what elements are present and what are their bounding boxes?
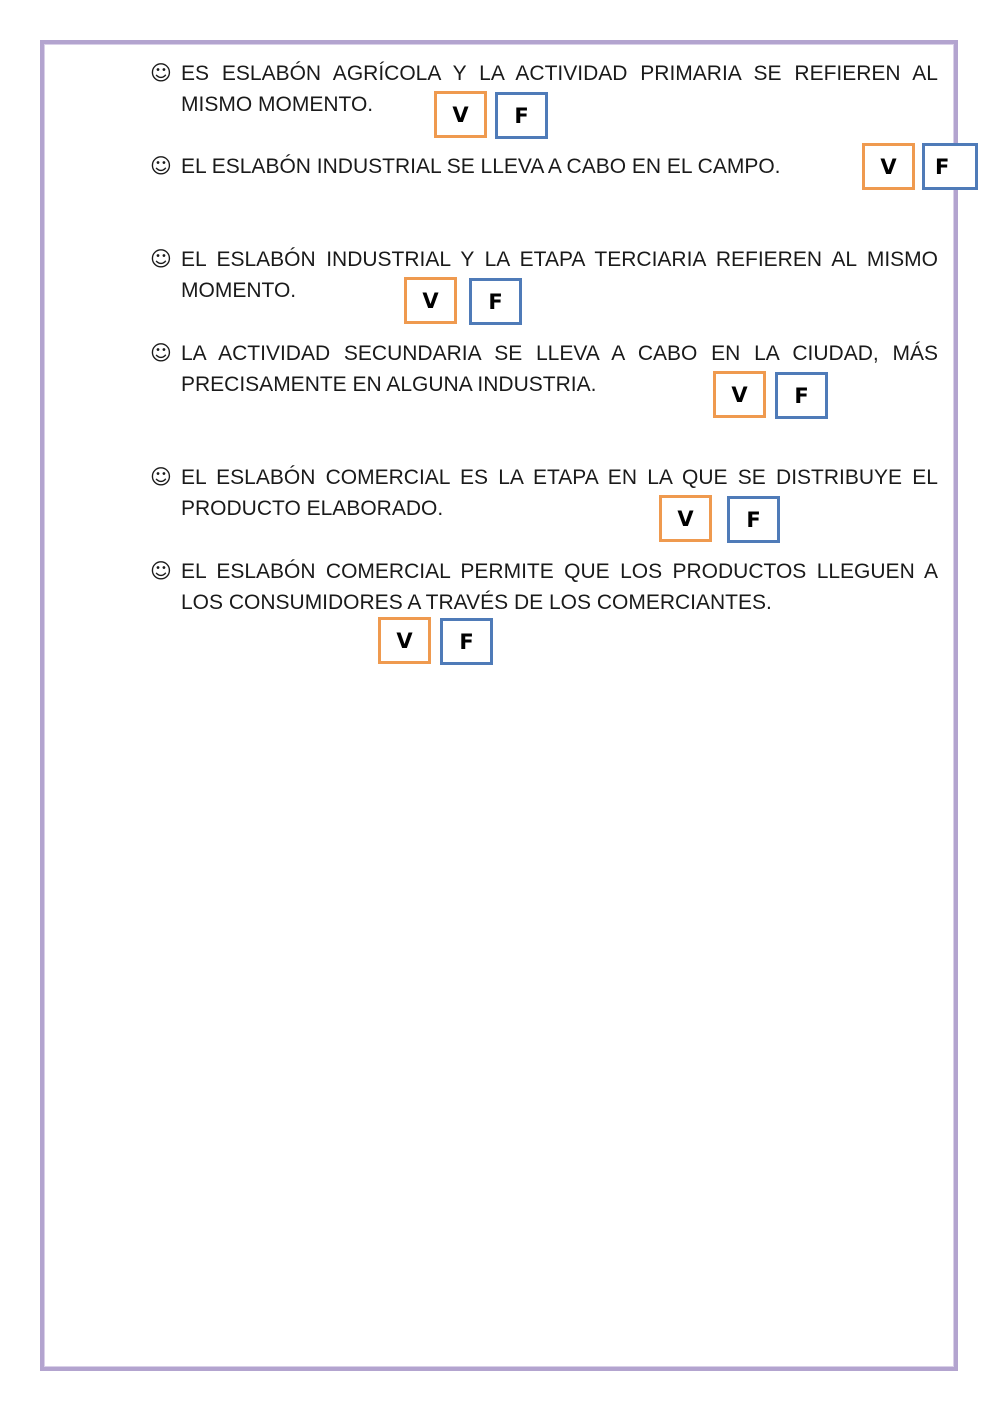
statement-text: EL ESLABÓN COMERCIAL PERMITE QUE LOS PRODUCTOS LLEGUEN A LOS CONSUMIDORES A TRAVÉS DE LOS COMERCIANTES.	[181, 560, 938, 614]
false-option-box[interactable]: F	[775, 372, 828, 419]
true-option-box[interactable]: V	[404, 277, 457, 324]
false-option-box[interactable]: F	[495, 92, 548, 139]
true-option-box[interactable]: V	[434, 91, 487, 138]
statement-5	[150, 462, 938, 524]
true-option-box[interactable]: V	[659, 495, 712, 542]
false-option-box[interactable]: F	[440, 618, 493, 665]
false-option-box[interactable]: F	[469, 278, 522, 325]
smiley-icon: ☺	[150, 559, 172, 583]
statement-text: ES ESLABÓN AGRÍCOLA Y LA ACTIVIDAD PRIMARIA SE REFIEREN AL MISMO MOMENTO.	[181, 62, 938, 116]
smiley-icon: ☺	[150, 154, 172, 178]
false-option-box[interactable]: F	[727, 496, 780, 543]
smiley-icon: ☺	[150, 341, 172, 365]
false-option-box[interactable]: F	[922, 143, 978, 190]
statement-6	[150, 556, 938, 618]
statement-2	[150, 151, 938, 182]
statement-3	[150, 244, 938, 306]
statement-text: EL ESLABÓN INDUSTRIAL Y LA ETAPA TERCIARIA REFIEREN AL MISMO MOMENTO.	[181, 248, 938, 302]
smiley-icon: ☺	[150, 465, 172, 489]
smiley-icon: ☺	[150, 61, 172, 85]
smiley-icon: ☺	[150, 247, 172, 271]
page-border	[40, 40, 958, 1371]
true-option-box[interactable]: V	[378, 617, 431, 664]
true-option-box[interactable]: V	[713, 371, 766, 418]
statement-text: LA ACTIVIDAD SECUNDARIA SE LLEVA A CABO EN LA CIUDAD, MÁS PRECISAMENTE EN ALGUNA INDUSTRIA.	[181, 342, 938, 396]
statement-text: EL ESLABÓN COMERCIAL ES LA ETAPA EN LA QUE SE DISTRIBUYE EL PRODUCTO ELABORADO.	[181, 466, 938, 520]
true-option-box[interactable]: V	[862, 143, 915, 190]
statement-text: EL ESLABÓN INDUSTRIAL SE LLEVA A CABO EN EL CAMPO.	[181, 155, 781, 178]
